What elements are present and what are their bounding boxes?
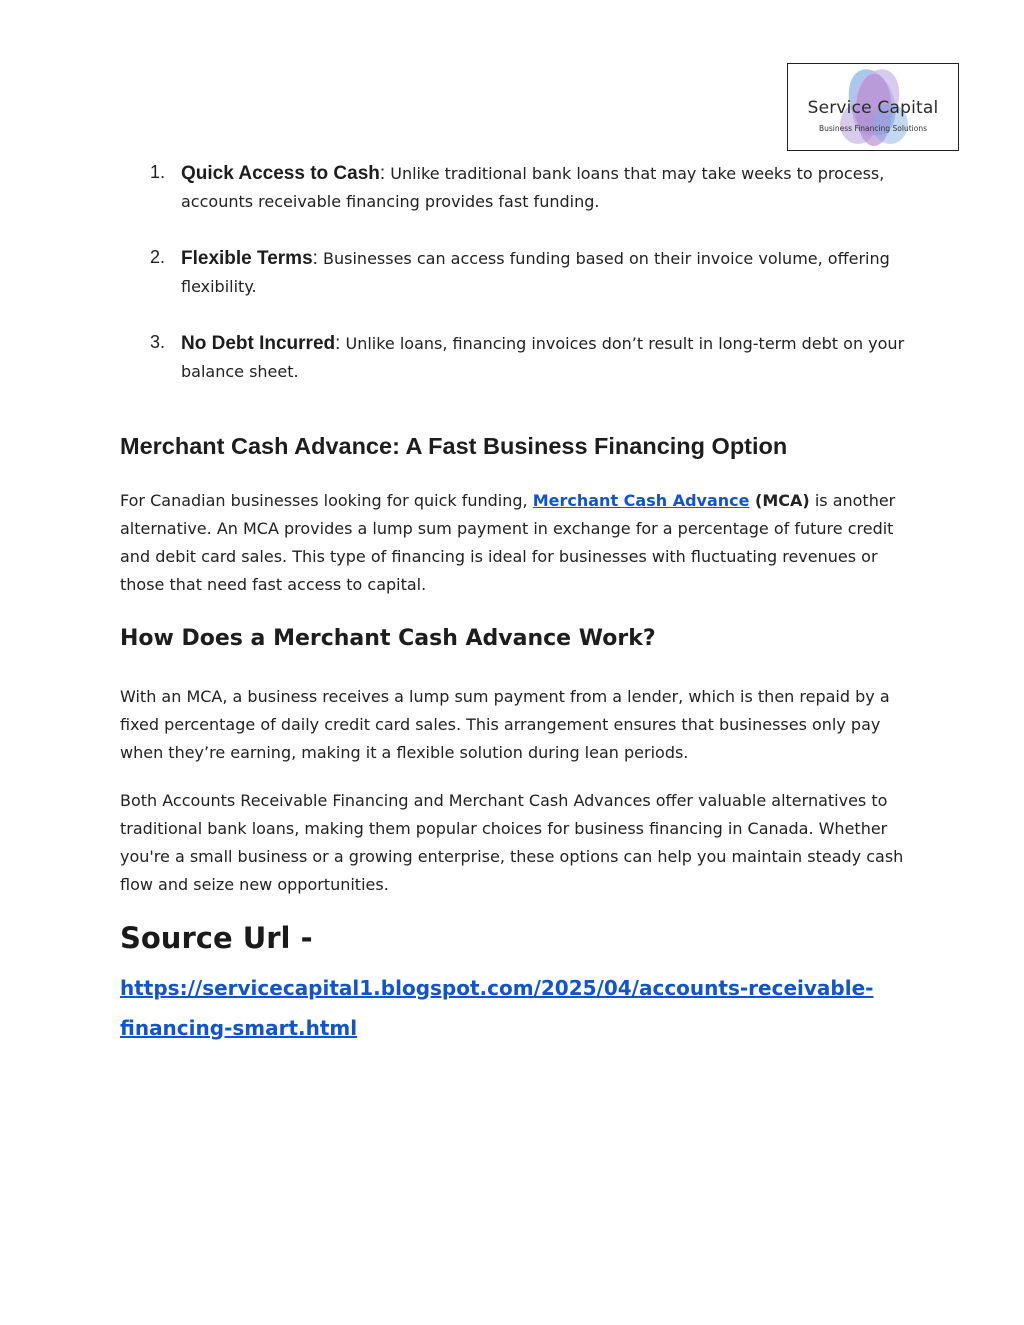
source-url-link[interactable]: https://servicecapital1.blogspot.com/2025/04/accounts-receivable-financing-smart.html [120, 976, 874, 1040]
summary-paragraph: Both Accounts Receivable Financing and Merchant Cash Advances offer valuable alternatives to traditional bank loans, making them popular choices for business financing in Canada. Whether you're a small business or a growing enterprise, these options can help you maintain steady cash flow and seize new opportunities. [120, 791, 904, 894]
mca-abbrev: (MCA) [749, 491, 810, 510]
list-item [150, 245, 910, 301]
list-term: No Debt Incurred [181, 333, 336, 354]
source-url-label: Source Url - [120, 921, 313, 955]
list-term: Quick Access to Cash [181, 163, 380, 184]
list-number: 3. [150, 332, 166, 352]
list-colon: : [312, 248, 318, 269]
logo-title: Service Capital [807, 98, 939, 118]
mca-paragraph [120, 487, 910, 599]
list-number: 1. [150, 162, 166, 182]
list-text: Unlike loans, financing invoices don’t result in long-term debt on your balance sheet. [181, 334, 905, 381]
list-item [150, 330, 910, 386]
logo-subtitle: Business Financing Solutions [819, 124, 927, 133]
list-colon: : [335, 333, 341, 354]
list-text: Businesses can access funding based on their invoice volume, offering flexibility. [181, 249, 890, 296]
mca-heading: Merchant Cash Advance: A Fast Business Financing Option [120, 433, 788, 459]
list-number: 2. [150, 247, 166, 267]
list-colon: : [379, 163, 386, 184]
list-term: Flexible Terms [181, 248, 313, 269]
service-capital-logo [787, 63, 959, 151]
list-item [150, 160, 910, 216]
how-mca-works-heading: How Does a Merchant Cash Advance Work? [120, 626, 656, 651]
mca-text-before-link: For Canadian businesses looking for quick funding, [120, 491, 533, 510]
how-mca-works-paragraph: With an MCA, a business receives a lump sum payment from a lender, which is then repaid by a fixed percentage of daily credit card sales. This arrangement ensures that businesses only pay when they’re earning, making it a flexible solution during lean periods. [120, 687, 890, 762]
mca-text-after-link: is another alternative. An MCA provides a lump sum payment in exchange for a percentage of future credit and debit card sales. This type of financing is ideal for businesses with fluctuating revenues or those that need fast access to capital. [120, 491, 896, 594]
merchant-cash-advance-link[interactable]: Merchant Cash Advance [532, 491, 750, 510]
list-text: Unlike traditional bank loans that may take weeks to process, accounts receivable financing provides fast funding. [181, 164, 885, 211]
